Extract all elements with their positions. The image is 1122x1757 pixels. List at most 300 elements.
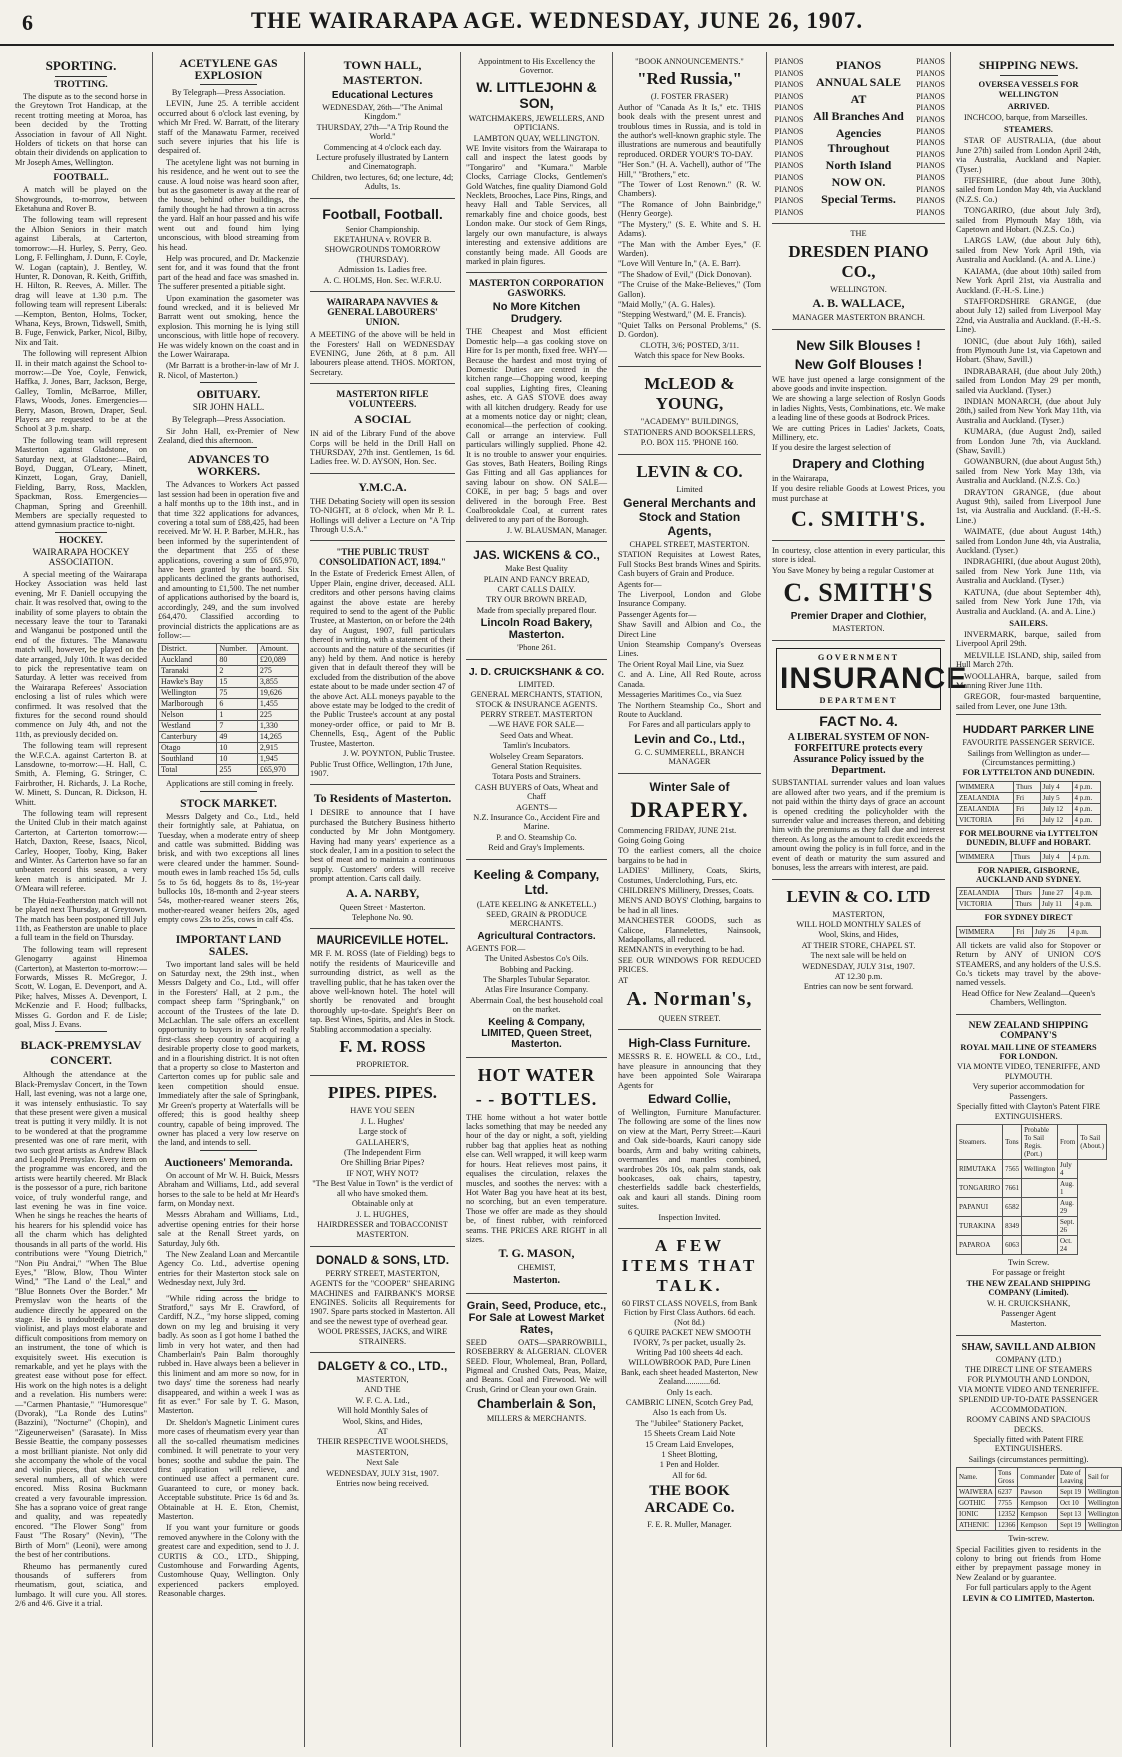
dalgety-lines bbox=[310, 1375, 455, 1488]
furniture-footer: Inspection Invited. bbox=[658, 1212, 721, 1222]
table-cell: July 12 bbox=[1040, 803, 1072, 814]
levin-agents-item: The Northern Steamship Co., Short and Route to Auckland. bbox=[618, 700, 761, 719]
book-heading: "Red Russia," bbox=[637, 69, 742, 89]
drapery-lines-item: AT bbox=[618, 975, 629, 985]
table-cell: 6582 bbox=[1003, 1197, 1022, 1216]
table-row bbox=[159, 732, 299, 743]
table-cell: PAPAROA bbox=[957, 1235, 1003, 1254]
insurance-word: INSURANCE bbox=[780, 662, 968, 696]
keeling-ad bbox=[466, 860, 607, 1058]
table-cell: 7755 bbox=[995, 1498, 1018, 1509]
column-2 bbox=[152, 52, 304, 1747]
huddart-t3 bbox=[956, 887, 1101, 910]
fewitems-lines-item: WILLOWBROOK PAD, Pure Linen Bank, each sheet headed Masterton, New Zealand............6d. bbox=[620, 1358, 759, 1387]
steamers-list-item: STAFFORDSHIRE GRANGE, (due about July 12) sailed from Liverpool May 22nd, via Australia and Auckland. (F.-H.-S. Line). bbox=[956, 296, 1101, 335]
table-cell: Wellington bbox=[1085, 1487, 1121, 1498]
table-cell: 75 bbox=[217, 688, 258, 699]
table-cell: July 4 bbox=[1040, 851, 1070, 862]
column-6 bbox=[766, 52, 968, 1747]
nzship-footer2: THE NEW ZEALAND SHIPPING COMPANY (Limited). bbox=[966, 1278, 1091, 1298]
table-cell: Steamers. bbox=[957, 1124, 1003, 1159]
table-cell: Otago bbox=[159, 743, 217, 754]
piano-word: PIANOS bbox=[774, 103, 804, 113]
pipes-lines-item: J. L. Hughes' bbox=[360, 1116, 405, 1126]
smith-paras-item: WE have just opened a large consignment of the above goods and invite inspection. bbox=[772, 374, 945, 393]
smith-paras-item: We are showing a large selection of Roslyn Goods in ladies Nights, Vests, Combinations, etc. We make a leading line of these goods at Bodrock Prices. bbox=[772, 394, 946, 423]
dresden-ad bbox=[772, 224, 945, 329]
steamers-list-item: STAR OF AUSTRALIA, (due about June 27th) sailed from London April 24th, via Australia, Auckland and Napier. (Tyser.) bbox=[956, 136, 1101, 174]
table-cell: Thurs bbox=[1011, 851, 1040, 862]
residents-name: A. A. NARBY, bbox=[345, 885, 420, 900]
shaw-footer1: For full particulars apply to the Agent bbox=[965, 1583, 1092, 1593]
table-cell: 7 bbox=[217, 721, 258, 732]
table-cell: 4 p.m. bbox=[1072, 899, 1100, 910]
steamers-list bbox=[956, 136, 1101, 616]
football-ad-lines bbox=[310, 225, 455, 285]
trust-sign: J. W. POYNTON, Public Trustee. bbox=[343, 749, 455, 759]
smith2-paras-item: In courtesy, close attention in every particular, this store is ideal. bbox=[772, 546, 945, 565]
football-article bbox=[15, 185, 147, 530]
wickens-lines-item: Make Best Quality bbox=[505, 564, 568, 574]
fewitems-role: F. E. R. Muller, Manager. bbox=[647, 1520, 732, 1530]
table-cell: WIMMERA bbox=[957, 781, 1014, 792]
levin-agents-item: C. and A. Line, All Red Route, across Canada. bbox=[618, 670, 761, 689]
drapery-name: A. Norman's, bbox=[626, 988, 753, 1011]
piano-word: PIANOS bbox=[774, 184, 804, 194]
table-cell: ZEALANDIA bbox=[957, 792, 1014, 803]
pianos-center-item: ANNUAL SALE bbox=[815, 75, 902, 89]
hotwater-text: THE home without a hot water bottle lacks something that may be needed any hour of the day or night, a soft, yielding rubber bag that applies heat as nothing else can. Well wrapped, it will keep warm for hours. Heat relieves most pains, it equalises the circulation, relaxes the muscles, and soothes the nerves: with a Hot Water Bag you have heat at its best, no scorching, but an even temperature. Those we offer are made as they should be, of finest rubber, with reinforced seams. THE PRICES ARE RIGHT in all sizes. bbox=[466, 1112, 607, 1244]
book-ad bbox=[618, 52, 761, 367]
townhall-lines bbox=[310, 103, 455, 192]
levin-agents-item: Passenger Agents for— bbox=[618, 609, 697, 619]
keeling-sub2: Agricultural Contractors. bbox=[477, 930, 596, 942]
drapery-lines-item: REMNANTS in everything to be had. bbox=[618, 945, 745, 955]
table-cell: Marlborough bbox=[159, 699, 217, 710]
table-cell: 15 bbox=[217, 677, 258, 688]
pianos-center-item: AT bbox=[850, 92, 867, 106]
table-cell: 2 bbox=[217, 666, 258, 677]
book-list-item: "Maid Molly," (A. G. Hales). bbox=[618, 299, 716, 309]
keeling-heading: Keeling & Company, Ltd. bbox=[473, 866, 600, 897]
ymca-ad bbox=[310, 474, 455, 542]
shaw-lines bbox=[956, 1365, 1101, 1464]
wickens-phone: 'Phone 261. bbox=[517, 643, 556, 653]
nzship-footer4: Passenger Agent bbox=[1000, 1308, 1057, 1318]
nzship-footer3: W. H. CRUICKSHANK, bbox=[986, 1298, 1071, 1308]
shaw-note: Twin-screw. bbox=[1008, 1534, 1049, 1544]
book-list-item: "The Man with the Amber Eyes," (F. Warden). bbox=[618, 239, 761, 258]
nzship-ad bbox=[956, 1015, 1105, 1336]
trotting-heading: TROTTING. bbox=[54, 80, 108, 90]
column-7 bbox=[950, 52, 1119, 1747]
table-cell: Nelson bbox=[159, 710, 217, 721]
nzship-text2: Specially fitted with Clayton's Patent FIRE EXTINGUISHERS. bbox=[956, 1102, 1101, 1121]
mcleod-lines-item: P.O. BOX 115. 'PHONE 160. bbox=[640, 438, 739, 448]
shaw-lines-item: Specially fitted with Patent FIRE EXTINGUISHERS. bbox=[973, 1435, 1084, 1454]
cruickshank-lines-item: General Station Requisites. bbox=[491, 761, 582, 771]
table-cell: 7661 bbox=[1003, 1178, 1022, 1197]
smith2-paras-item: You Save Money by being a regular Customer at bbox=[772, 565, 934, 575]
table-cell: VICTORIA bbox=[957, 899, 1013, 910]
table-row bbox=[159, 688, 299, 699]
levin-agents-item: Messageries Maritimes Co., via Suez bbox=[618, 690, 742, 700]
hockey-article-item: The Huia-Featherston match will not be played next Thursday, at Greytown. The match has been postponed till July 11th, as Featherston are unable to place a full team in the field on Thursday. bbox=[15, 895, 147, 943]
townhall-lines-item: Lecture profusely illustrated by Lantern and Cinematograph. bbox=[316, 153, 449, 172]
drapery-ad bbox=[618, 774, 761, 1031]
dresden-name: A. B. WALLACE, bbox=[812, 296, 905, 311]
book-list-item: "Quiet Talks on Personal Problems," (S. D. Gordon). bbox=[618, 320, 761, 340]
table-cell: July 5 bbox=[1040, 792, 1072, 803]
shaw-lines-item: SPLENDID UP-TO-DATE PASSENGER ACCOMMODATION. bbox=[958, 1395, 1099, 1414]
table-row bbox=[957, 792, 1101, 803]
piano-word: PIANOS bbox=[774, 91, 804, 101]
wickens-heading: JAS. WICKENS & CO., bbox=[473, 548, 600, 563]
shaw-table bbox=[956, 1467, 1122, 1531]
piano-word: PIANOS bbox=[774, 80, 804, 90]
grain-text: SEED OATS—SPARROWBILL, ROSEBERRY & ALGERIAN. CLOVER SEED. Flour, Wholemeal, Bran, Pollard, Pigmeal and Crushed Oats, Peas, Maize, and Beans. Coal and Firewood. We will Crush, Grind or Clean your own Grain. bbox=[466, 1337, 607, 1394]
auctioneers-heading: Auctioneers' Memoranda. bbox=[164, 1156, 293, 1169]
table-cell: 14,265 bbox=[257, 732, 298, 743]
advances-heading: ADVANCES TO WORKERS. bbox=[187, 454, 270, 479]
mcleod-ad bbox=[618, 367, 761, 454]
table-cell: Fri bbox=[1013, 792, 1040, 803]
table-cell: 19,626 bbox=[257, 688, 298, 699]
column-5 bbox=[612, 52, 766, 1747]
football-ad-lines-item: EKETAHUNA v. ROVER B. bbox=[333, 235, 432, 245]
cruickshank-lines-item: CASH BUYERS of Oats, Wheat and Chaff bbox=[475, 782, 598, 802]
pipes-lines bbox=[310, 1106, 455, 1239]
concert-article-item: Although the attendance at the Black-Premyslav Concert, in the Town Hall, last evening, was not a large one, it was intensely enthusiastic. To say that these present were given a musical treat is putting it very mildly. It is not to be wondered at that the programme presented was one of rare merit, with two such great artists as Andrew Black and Leopold Premyslav. Every item on the programme was encored, and the artists were heartily cheered. Mr Black is the possessor of a pure, rich baritone voice, of truly wonderful range, and last evening he was in fine voice. When he sings he reaches the hearts of his hearers for his splendid voice has all the charm which has delighted thousands in all parts of the world. His contributions were "Young Dietrich," "Non Piu Andrai," "When The Blue Eyes," "Blow, Blow, Thou Winter Wind," "The Land o' the Leal," and "Blue Bonnets Over the Border." Mr Premyslav won the hearts of the audience directly he appeared on the stage. He is undoubtedly a master violinist, and plays most elaborate and difficult compositions from memory on an instrument, the tone of which is exquisitely sweet. His execution is remarkable, and yet he plays with the greatest ease without pose for effect. His work on the high notes is a delight and a revelation. His numbers were:—"Carmen Phantasie," "Humoresque" (Dvorak), "La Ronde des Lutins" (Bazzini), "Nocturne" (Chopin), and "Zigeunerweisen" (Sarasate). In Miss Bessie Beattie, the company possesses a most brilliant pianiste. Not only did she accompany the whole of the vocal and violin pieces, that she executed several numbers, all of which were encored. Miss Rosina Buckmann created a very favourable impression. She has a soprano voice of great range and quality, and was repeatedly encored. "The Flower Song" from Faust "The Rosary" (Nevin), "The Birth of Morn" (Leoni), were among the best of her contributions. bbox=[15, 1070, 147, 1560]
table-cell: Fri bbox=[1013, 803, 1040, 814]
rheumatism-article-item: If you want your furniture or goods removed anywhere in the Colony with the greatest care and expedition, send to J. J. CURTIS & CO., LTD., Shipping, Customhouse and Forwarding Agents, Customhouse Quay, Wellington. Only experienced packers employed. Reasonable charges. bbox=[158, 1523, 299, 1599]
table-cell: Number. bbox=[217, 644, 258, 655]
table-cell: Sept 19 bbox=[1057, 1487, 1085, 1498]
table-cell: Amount. bbox=[257, 644, 298, 655]
acetylene-article-item: The acetylene light was not burning in his residence, and he went out to see the cause. A loud noise was heard soon after, but as the gasometer is away at the rear of the house, behind other buildings, the family thought he had thrown a tin across the yard. Half an hour passed and his wife went out and found him lying unconscious, with blood streaming from his head. bbox=[158, 157, 299, 252]
insurance-ad bbox=[772, 641, 968, 880]
furniture-text: MESSRS R. E. HOWELL & CO., Ltd., have pleasure in announcing that they have been appointed Sole Wairarapa Agents for bbox=[618, 1052, 761, 1090]
shaw-footer2: LEVIN & CO LIMITED, Masterton. bbox=[962, 1593, 1095, 1603]
auctioneers-article-item: The New Zealand Loan and Mercantile Agency Co. Ltd., advertise opening entries for their Masterton stock sale on Wednesday next, July 3rd. bbox=[158, 1249, 299, 1288]
huddart-s4: FOR SYDNEY DIRECT bbox=[984, 913, 1073, 923]
table-cell: Wellington bbox=[1085, 1520, 1121, 1531]
table-cell: To Sail (About.) bbox=[1078, 1124, 1107, 1159]
wickens-lines-item: CART CALLS DAILY. bbox=[497, 585, 576, 595]
hockey-subheading: WAIRARAPA HOCKEY ASSOCIATION. bbox=[32, 547, 130, 568]
shaw-lines-item: THE DIRECT LINE OF STEAMERS FOR PLYMOUTH AND LONDON, bbox=[964, 1365, 1093, 1384]
table-cell: 6237 bbox=[995, 1487, 1018, 1498]
donald-text: AGENTS for the "COOPER" SHEARING MACHINES and FAIRBANK'S MORSE ENGINES. Solicits all Requirements for 1907. Spare parts stocked in Masterton. All and see the newest type of overhead gear. bbox=[310, 1279, 455, 1326]
dalgety-heading: DALGETY & CO., LTD., bbox=[317, 1358, 448, 1373]
table-row bbox=[957, 926, 1101, 937]
levin-agents-item: The Liverpool, London and Globe Insurance Company. bbox=[618, 590, 761, 609]
donald-ad bbox=[310, 1247, 455, 1353]
shaw-text: Special Facilities given to residents in the colony to bring out friends from Home either by prepayment passage money in New Zealand or by guarantee. bbox=[956, 1544, 1101, 1582]
page-number: 6 bbox=[22, 10, 33, 35]
steamers-list-item: WAIMATE, (due about August 14th,) sailed from London June 4th, via Australia, Auckland. (Tyser.) bbox=[956, 527, 1101, 556]
levin-footer3: G. C. SUMMERELL, BRANCH MANAGER bbox=[634, 747, 745, 767]
book-price: CLOTH, 3/6; POSTED, 3/11. bbox=[640, 340, 739, 350]
hotel-heading: MAURICEVILLE HOTEL. bbox=[316, 935, 449, 948]
keeling-agents bbox=[466, 954, 607, 1014]
fewitems-lines-item: 60 FIRST CLASS NOVELS, from Bank Fiction by First Class Authors. 6d each. (Not 8d.) bbox=[621, 1298, 758, 1327]
table-row bbox=[957, 803, 1101, 814]
littlejohn-heading: W. LITTLEJOHN & SON, bbox=[476, 78, 597, 111]
table-row bbox=[159, 677, 299, 688]
hockey-heading: HOCKEY. bbox=[59, 535, 103, 546]
rifle-heading: MASTERTON RIFLE VOLUNTEERS. bbox=[336, 390, 429, 411]
gasworks-sign: J. W. BLAUSMAN, Manager. bbox=[506, 525, 607, 535]
table-cell: Wellington bbox=[1085, 1498, 1121, 1509]
table-cell: Sept 13 bbox=[1057, 1509, 1085, 1520]
book-watch: Watch this space for New Books. bbox=[634, 350, 745, 360]
townhall-heading: TOWN HALL, MASTERTON. bbox=[342, 58, 423, 87]
table-cell: 225 bbox=[257, 710, 298, 721]
drapery-lines-item: Going Going Going bbox=[618, 835, 685, 845]
smith-blouses-ad bbox=[772, 330, 945, 541]
pianos-right bbox=[911, 56, 945, 218]
table-cell: July 4 bbox=[1040, 781, 1072, 792]
huddart-note: Sailings from Wellington as under—(Circumstances permitting.) bbox=[967, 748, 1090, 767]
drapery-lines-item: MEN'S AND BOYS' Clothing, bargains to be had in all lines. bbox=[618, 896, 761, 915]
table-cell: 1,330 bbox=[257, 721, 298, 732]
keeling-lines bbox=[466, 910, 607, 929]
levinwool-sub: MASTERTON, bbox=[832, 909, 885, 919]
wickens-lines bbox=[466, 564, 607, 615]
table-row bbox=[957, 1216, 1107, 1235]
table-cell: 12366 bbox=[995, 1520, 1018, 1531]
table-cell: Thurs bbox=[1013, 781, 1040, 792]
piano-word: PIANOS bbox=[916, 196, 945, 206]
levinwool-lines-item: AT 12.30 p.m. bbox=[834, 971, 883, 981]
table-cell: £20,089 bbox=[257, 655, 298, 666]
levin-big: General Merchants and Stock and Station Agents, bbox=[623, 496, 756, 538]
huddart-t4 bbox=[956, 926, 1101, 938]
littlejohn-text: WE Invite visitors from the Wairarapa to call and inspect the latest goods by "Tongariro" and "Kumara." Marble Clocks, Carriage Clocks, Gentlemen's Gold Watches, fine quality Diamond Gold Necklets, Brooches, Lace Pins, Rings, and heavy Hall and Table Services, all remarkably fine and choice goods, best London make. Our stock of Gem Rings, largely our own manufacture, is always interesting and extensive additions are constantly being made. All Goods are marked in plain figures. bbox=[466, 144, 607, 266]
navvies-ad bbox=[310, 292, 455, 384]
table-cell: 10 bbox=[217, 754, 258, 765]
table-cell: RIMUTAKA bbox=[957, 1159, 1003, 1178]
piano-word: PIANOS bbox=[774, 57, 804, 66]
table-cell: Kempson bbox=[1018, 1498, 1058, 1509]
cruickshank-lines-item: Tamlin's Incubators. bbox=[502, 741, 571, 751]
table-row bbox=[957, 1159, 1107, 1178]
piano-word: PIANOS bbox=[774, 196, 804, 206]
table-cell: Sept 19 bbox=[1057, 1520, 1085, 1531]
donald-footer: WOOL PRESSES, JACKS, and WIRE STRAINERS. bbox=[317, 1327, 448, 1346]
shipping-heading: SHIPPING NEWS. bbox=[978, 58, 1079, 72]
insurance-text: SUBSTANTIAL surrender values and loan values are allowed after two years, and if the premium is not paid within the thirty days of grace an account is opened crediting the policyholder with the surrender value and increases thereon, and debiting him with the premiums as they fall due and interest thereon. As long as the amount to credit exceeds the amount owing the policy is in full force, and in the event of death or maturity the sum assured and bonuses, less the arrears with interest, are paid. bbox=[772, 778, 945, 873]
steamers-list-item: IONIC, (due about July 16th), sailed from Plymouth June 1st, via Capetown and Hobart. (Shaw, Savill.) bbox=[956, 336, 1101, 365]
stock-article-item: Messrs Dalgety and Co., Ltd., held their fortnightly sale, at Pahiatua, on Tuesday, when a moderate entry of sheep and cattle was submitted. Bidding was brisk, and with two exceptions all lines were cleared under the hammer. Sound-mouth ewes in lamb reached 15s 5d, culls 5s to 5s 6d, hoggets 8s to 8s, 1½-year bullocks 10s, 18-month and 2-year steers 54s, mother-reared weaner steers 26s, mother-reared weaner heifers 20s, aged empty cows 23s to 25s, cows in calf 45s. bbox=[158, 811, 299, 925]
insurance-sub: A LIBERAL SYSTEM OF NON-FORFEITURE protects every Assurance Policy issued by the Department. bbox=[787, 732, 930, 777]
table-row bbox=[957, 814, 1101, 825]
obituary-sub: SIR JOHN HALL. bbox=[192, 403, 265, 414]
levinwool-lines-item: AT THEIR STORE, CHAPEL ST. bbox=[801, 940, 916, 950]
grain-role: MILLERS & MERCHANTS. bbox=[486, 1414, 587, 1424]
football-article-item: The following team will represent the Albion Seniors in their match against Liberals, at Carterton, tomorrow:—H. Hurley, S. Perry, Geo. Long, F. Fellingham, J. Dunn, F. Coyle, W. Logan (captain), J. Bentley, W. Hunter, R. Donovan, R. Keith, Griffith, H. Hilton, R. Reeves, A. Miller. The drag will leave at 1.30 p.m. The following team will represent Liberals:—Kempton, Benton, Holms, Tocker, Whana, Keys, Brown, Tidswell, Smith, B. Fuge, Fenwick, Parker, Nicol, Bilby, Nix and Tait. bbox=[15, 215, 147, 347]
townhall-ad bbox=[310, 52, 455, 199]
land-article bbox=[158, 960, 299, 1148]
table-cell: Aug. 1 bbox=[1058, 1178, 1078, 1197]
table-row bbox=[957, 1520, 1122, 1531]
advances-table-body bbox=[159, 655, 299, 765]
gasworks-sub: No More Kitchen Drudgery. bbox=[492, 301, 581, 326]
furniture-name: Edward Collie, bbox=[648, 1092, 731, 1107]
huddart-s3: FOR NAPIER, GISBORNE, AUCKLAND AND SYDNEY. bbox=[975, 865, 1082, 884]
steamers-list-item: LARGS LAW, (due about July 6th), sailed from New York April 19th, via Australia and Auckland. (A. and A. Line.) bbox=[956, 236, 1101, 265]
advances-table-total bbox=[159, 765, 299, 776]
football-ad-lines-item: Senior Championship. bbox=[345, 224, 420, 234]
table-row bbox=[159, 743, 299, 754]
table-cell: Oct. 24 bbox=[1058, 1235, 1078, 1254]
dalgety-lines-item: Next Sale bbox=[366, 1458, 399, 1468]
sailers-list-item: WOOLLAHRA, barque, sailed from Manning River June 11th. bbox=[956, 671, 1101, 690]
pipes-lines-item: "The Best Value in Town" is the verdict of all who have smoked them. bbox=[312, 1179, 453, 1198]
townhall-lines-item: WEDNESDAY, 26th—"The Animal Kingdom." bbox=[322, 103, 443, 122]
fewitems-lines-item: Writing Pad 100 sheets 4d each. bbox=[636, 1347, 743, 1357]
table-cell: 4 p.m. bbox=[1072, 814, 1100, 825]
table-row bbox=[957, 1235, 1107, 1254]
grain-heading: Grain, Seed, Produce, etc., For Sale at Lowest Market Rates, bbox=[466, 1299, 607, 1336]
hotwater-sub: - - BOTTLES. bbox=[475, 1088, 598, 1109]
table-cell: Fri bbox=[1013, 814, 1040, 825]
table-row bbox=[957, 1509, 1122, 1520]
table-cell: 1 bbox=[217, 710, 258, 721]
piano-word: PIANOS bbox=[916, 57, 945, 66]
littlejohn-ad bbox=[466, 52, 607, 273]
table-cell: June 27 bbox=[1039, 888, 1072, 899]
pipes-ad bbox=[310, 1076, 455, 1246]
huddart-s2: FOR MELBOURNE via LYTTELTON DUNEDIN, BLUFF and HOBART. bbox=[959, 828, 1098, 848]
hotwater-role: CHEMIST, bbox=[517, 1263, 556, 1273]
huddart-sub: FAVOURITE PASSENGER SERVICE. bbox=[962, 738, 1095, 748]
drapery-lines-item: TO the earliest comers, all the choice bargains to be had in bbox=[618, 846, 761, 865]
shaw-ad bbox=[956, 1336, 1119, 1609]
smith-paras-item: If you desire the largest selection of bbox=[772, 443, 891, 453]
huddart-ad bbox=[956, 718, 1101, 1015]
fewitems-lines-item: 6 QUIRE PACKET NEW SMOOTH IVORY, 7s per packet, usually 2s. bbox=[628, 1328, 751, 1347]
table-cell: Name. bbox=[957, 1468, 996, 1487]
pianos-center bbox=[806, 56, 911, 218]
mcleod-lines-item: "ACADEMY" BUILDINGS, bbox=[640, 417, 739, 427]
mcleod-heading: McLEOD & YOUNG, bbox=[644, 374, 735, 414]
table-cell: Pawson bbox=[1018, 1487, 1058, 1498]
table-cell: 275 bbox=[257, 666, 298, 677]
pipes-lines-item: (The Independent Firm bbox=[344, 1148, 421, 1158]
football-ad-lines-item: A. C. HOLMS, Hon. Sec. W.F.R.U. bbox=[323, 275, 442, 285]
table-cell: Westland bbox=[159, 721, 217, 732]
levin-agents-item: Shaw Savill and Albion and Co., the Direct Line bbox=[618, 620, 761, 639]
cruickshank-heading: J. D. CRUICKSHANK & CO. bbox=[468, 665, 605, 678]
table-cell: 4 p.m. bbox=[1072, 888, 1100, 899]
pipes-heading: PIPES. PIPES. bbox=[327, 1083, 438, 1103]
hotwater-ad bbox=[466, 1058, 607, 1294]
stock-heading: STOCK MARKET. bbox=[180, 797, 277, 810]
football-article-item: The following will represent Albion II. in their match against the School to-morrow:—De Yoe, Coyle, Fenwick, Haffka, J. Jones, Barr, Jackson, Berge, Galley, Tomlin, McBarroe, Miller, Flaws, Woods, Jones. Emergencies—Berry, Mason, Brown, Draper, Seul. Players are requested to be at the School at 3 p.m. sharp. bbox=[15, 349, 147, 434]
table-cell: ZEALANDIA bbox=[957, 888, 1013, 899]
insurance-top: GOVERNMENT bbox=[817, 652, 900, 662]
dalgety-lines-item: Wool, Skins, and Hides, bbox=[342, 1416, 423, 1426]
concert-article bbox=[15, 1070, 147, 1608]
piano-word: PIANOS bbox=[916, 138, 945, 148]
drapery-sub: Winter Sale of bbox=[649, 779, 730, 794]
table-cell: 8349 bbox=[1003, 1216, 1022, 1235]
table-cell: 10 bbox=[217, 743, 258, 754]
steamers-list-item: KAIAMA, (due about 10th) sailed from New York April 21st, via Australia and Auckland. (F.-H.-S. Line.) bbox=[956, 266, 1101, 295]
residents-text: I DESIRE to announce that I have purchased the Butchery Business hitherto conducted by Mr John Montgomery. Having had many years' experience as a stock dealer, I am in a position to select the best of meat and to maintain a continuous supply. Customers' orders will receive prompt attention. Carts call daily. bbox=[310, 808, 455, 884]
littlejohn-top: Appointment to His Excellency the Governor. bbox=[477, 57, 596, 76]
fewitems-lines-item: Also 1s each from Us. bbox=[652, 1408, 727, 1418]
table-cell: Aug. 29 bbox=[1058, 1197, 1078, 1216]
auctioneers-article bbox=[158, 1171, 299, 1288]
shaw-lines-item: Sailings (circumstances permitting). bbox=[968, 1454, 1089, 1464]
pipes-lines-item: Obtainable only at bbox=[351, 1199, 414, 1209]
insurance-fact: FACT No. 4. bbox=[819, 713, 898, 730]
table-cell: Probable To Sail Regis. (Port.) bbox=[1022, 1124, 1058, 1159]
dresden-role: MANAGER MASTERTON BRANCH. bbox=[792, 313, 925, 323]
cruickshank-lines-item: —WE HAVE FOR SALE— bbox=[489, 720, 584, 730]
fewitems-lines-item: 15 Sheets Cream Laid Note bbox=[643, 1429, 736, 1439]
residents-heading: To Residents of Masterton. bbox=[313, 791, 452, 806]
table-row bbox=[957, 1197, 1107, 1216]
table-row bbox=[159, 699, 299, 710]
book-list-item: "The Tower of Lost Renown." (R. W. Chambers). bbox=[618, 180, 761, 199]
gasworks-heading: MASTERTON CORPORATION GASWORKS. bbox=[469, 279, 604, 300]
table-cell bbox=[1022, 1216, 1058, 1235]
drapery-lines-item: Commencing FRIDAY, JUNE 21st. bbox=[618, 825, 737, 835]
table-cell: Fri bbox=[1014, 926, 1033, 937]
auctioneers-article-item: On account of Mr W. H. Buick, Messrs Abraham and Williams, Ltd., add several horses to the sale to be held at Mr Heard's farm, on Monday next. bbox=[158, 1170, 299, 1208]
table-cell: Oct 10 bbox=[1057, 1498, 1085, 1509]
table-cell: 6063 bbox=[1003, 1235, 1022, 1254]
book-list-item: "Love Will Venture In," (A. E. Barr). bbox=[618, 259, 741, 269]
table-cell: Thurs bbox=[1013, 888, 1039, 899]
table-cell: Total bbox=[159, 765, 217, 776]
smith-h1: New Silk Blouses ! bbox=[796, 336, 921, 353]
hotel-role: PROPRIETOR. bbox=[356, 1060, 409, 1070]
table-cell: Hawke's Bay bbox=[159, 677, 217, 688]
hockey-article-item: The following team will represent the United Club in their match against Carterton, at Carterton tomorrow:—Hatch, Daxton, Reese, Isaacs, Nicol, Carley, Hooper, Tooby, King, Baker and Winter. As Carterton have so far an unbeaten record this season, a very keen match is anticipated. Mr J. O'Meara will referee. bbox=[15, 809, 147, 894]
table-row bbox=[159, 721, 299, 732]
football-ad-lines-item: SHOWGROUNDS TOMORROW (THURSDAY). bbox=[324, 245, 441, 264]
littlejohn-sub: WATCHMAKERS, JEWELLERS, AND OPTICIANS. bbox=[468, 113, 605, 133]
levinwool-lines bbox=[772, 920, 945, 992]
table-cell: 6 bbox=[217, 699, 258, 710]
obituary-heading: OBITUARY. bbox=[196, 389, 261, 402]
piano-word: PIANOS bbox=[916, 184, 945, 194]
townhall-lines-item: THURSDAY, 27th—"A Trip Round the World." bbox=[316, 122, 449, 142]
obituary-article-item: Sir John Hall, ex-Premier of New Zealand, died this afternoon. bbox=[158, 426, 299, 445]
table-cell: WAIWERA bbox=[957, 1487, 996, 1498]
smith-h2: New Golf Blouses ! bbox=[794, 355, 923, 372]
auctioneers-article-item: Messrs Abraham and Williams, Ltd., advertise opening entries for their horse sale at the Renall Street yards, on Saturday, July 6th. bbox=[158, 1210, 299, 1248]
steamers-list-item: INDRAGHIRI, (due about August 20th), sailed from New York June 11th, via Australia and Auckland. (Tyser.) bbox=[956, 557, 1101, 586]
table-cell: Sail for bbox=[1085, 1468, 1121, 1487]
cruickshank-lines-item: Reid and Gray's Implements. bbox=[488, 843, 585, 853]
piano-word: PIANOS bbox=[774, 114, 804, 124]
table-cell: Commander bbox=[1018, 1468, 1058, 1487]
levin-text: STATION Requisites at Lowest Rates, Full Stocks Best brands Wines and Spirits. Cash buyers of Grain and Produce. bbox=[618, 550, 761, 579]
hotwater-name: T. G. MASON, bbox=[498, 1246, 575, 1261]
table-cell: Southland bbox=[159, 754, 217, 765]
trust-notice bbox=[310, 541, 455, 785]
book-by: (J. FOSTER FRASER) bbox=[650, 92, 729, 102]
keeling-agents-item: The United Asbestos Co's Oils. bbox=[484, 954, 589, 964]
dalgety-lines-item: W. F. C. A. Ltd., bbox=[355, 1395, 410, 1405]
nzship-sub: ROYAL MAIL LINE OF STEAMERS FOR LONDON. bbox=[960, 1042, 1097, 1062]
